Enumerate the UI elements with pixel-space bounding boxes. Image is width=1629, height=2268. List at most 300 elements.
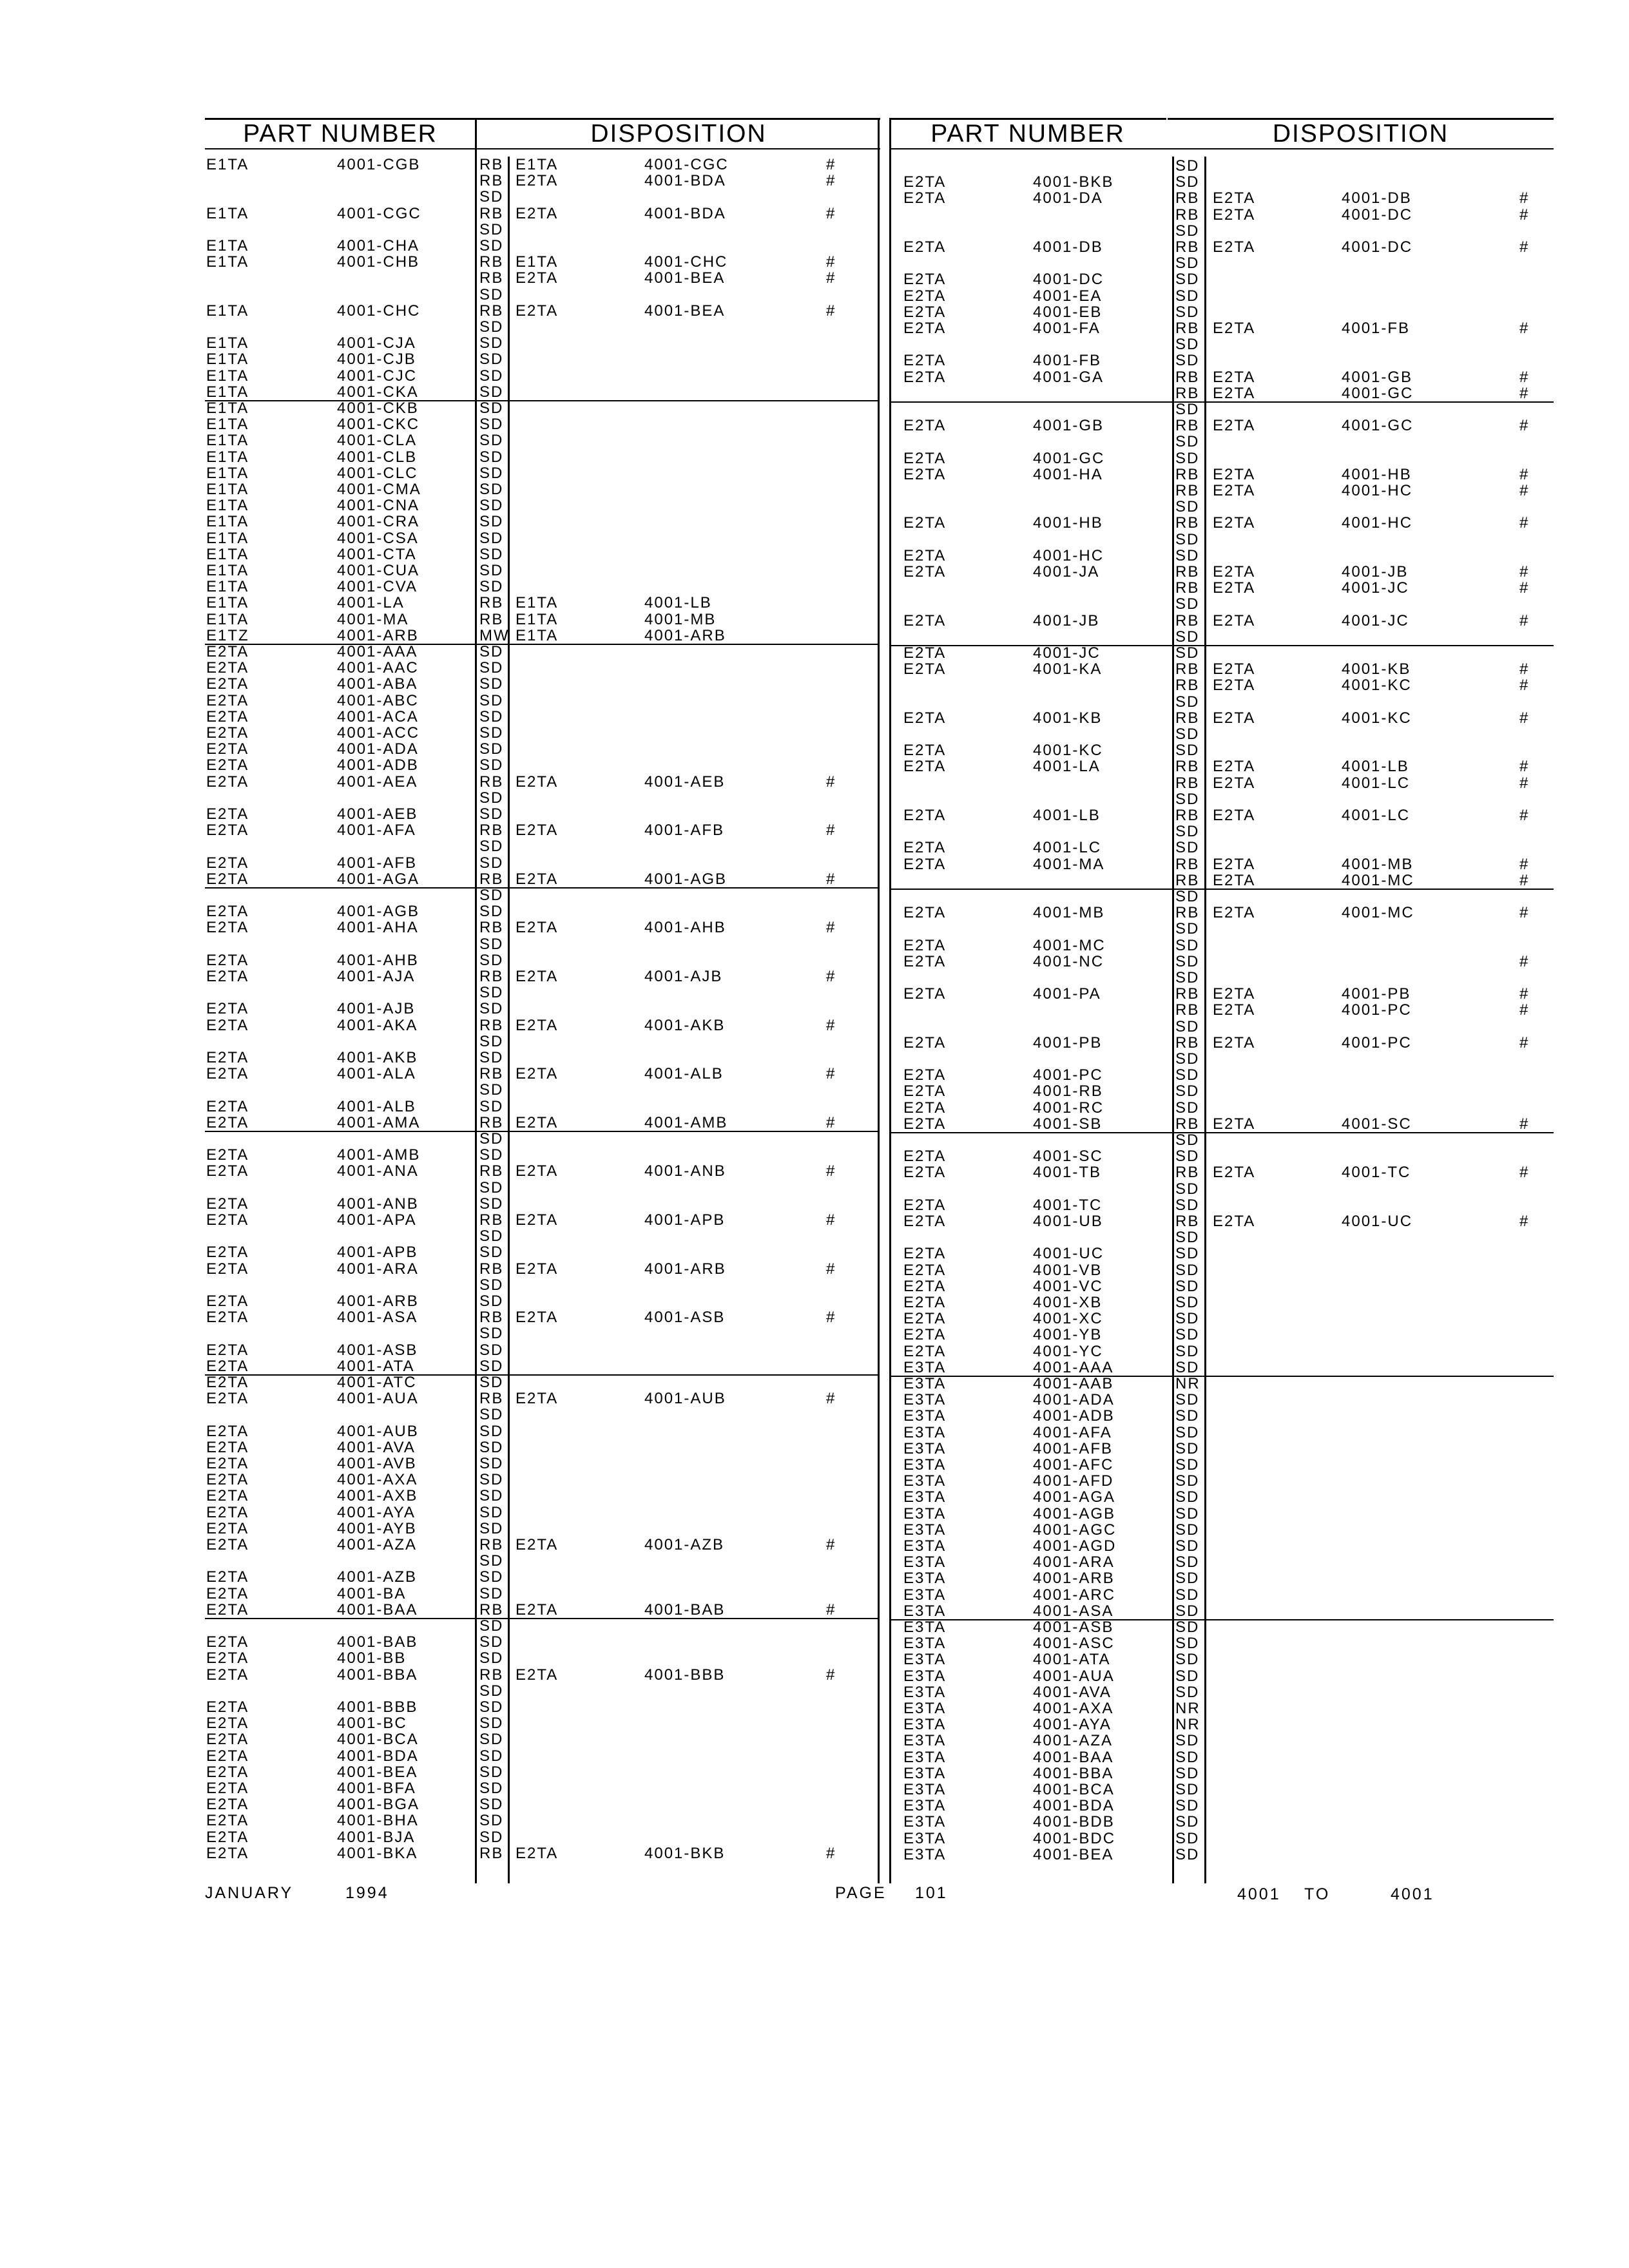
row-code: SD: [479, 1032, 504, 1050]
row-part: 4001-AFA: [337, 822, 416, 840]
row-part: 4001-CVA: [337, 578, 418, 596]
row-part: 4001-AZA: [337, 1536, 418, 1553]
table-row: [205, 319, 879, 335]
row-code: SD: [479, 399, 504, 417]
row-disp-part: 4001-FB: [1342, 320, 1411, 337]
row-disp-part: 4001-AKB: [644, 1016, 726, 1034]
row-disp-part: 4001-AZB: [644, 1536, 725, 1553]
table-row: [205, 1390, 879, 1407]
row-code: SD: [1175, 1439, 1200, 1457]
row-part: 4001-CMA: [337, 481, 421, 498]
row-code: SD: [479, 188, 504, 206]
row-prefix: E3TA: [903, 1537, 947, 1555]
row-code: RB: [1175, 758, 1200, 776]
table-row: [889, 1733, 1554, 1749]
row-part: 4001-LA: [1033, 758, 1101, 776]
table-row: [205, 368, 879, 384]
table-row: [205, 952, 879, 968]
row-code: SD: [1175, 1082, 1200, 1100]
row-flag: #: [826, 1844, 836, 1862]
row-code: SD: [1175, 1504, 1200, 1523]
row-flag: #: [1519, 1033, 1530, 1052]
row-part: 4001-CRA: [337, 513, 420, 531]
row-prefix: E2TA: [903, 1261, 947, 1279]
row-part: 4001-BBA: [1033, 1764, 1114, 1782]
table-row: [205, 1358, 879, 1376]
row-part: 4001-AKA: [337, 1016, 418, 1034]
table-row: [205, 1488, 879, 1504]
table-row: [889, 1765, 1554, 1782]
row-part: 4001-ASA: [1033, 1602, 1114, 1620]
row-part: 4001-EB: [1033, 303, 1103, 321]
row-code: RB: [1175, 1115, 1200, 1133]
row-code: SD: [479, 789, 504, 807]
row-part: 4001-BA: [337, 1584, 407, 1602]
row-flag: #: [826, 870, 836, 888]
row-part: 4001-ATC: [337, 1374, 417, 1391]
row-code: RB: [479, 1016, 504, 1034]
table-row: [205, 400, 879, 416]
row-prefix: E2TA: [903, 1245, 947, 1263]
row-prefix: E2TA: [206, 822, 249, 840]
table-row: [205, 1407, 879, 1423]
row-prefix: E2TA: [206, 1309, 249, 1327]
row-part: 4001-CKA: [337, 383, 419, 401]
table-row: [205, 497, 879, 514]
row-prefix: E2TA: [903, 465, 947, 483]
row-part: 4001-AUB: [337, 1422, 419, 1440]
row-part: 4001-YB: [1033, 1326, 1103, 1344]
table-row: [889, 418, 1554, 434]
table-row: [889, 1782, 1554, 1798]
row-part: 4001-ANB: [337, 1195, 419, 1213]
row-code: SD: [1175, 1342, 1200, 1360]
row-prefix: E1TA: [206, 513, 249, 531]
row-disp-part: 4001-HC: [1342, 482, 1413, 499]
table-row: [205, 1261, 879, 1277]
table-row: [889, 1148, 1554, 1164]
table-row: [205, 1115, 879, 1132]
row-disp-prefix: E2TA: [516, 1113, 559, 1131]
row-disp-prefix: E2TA: [1213, 774, 1256, 792]
row-prefix: E2TA: [206, 1715, 249, 1733]
table-row: [889, 629, 1554, 646]
row-code: SD: [1175, 1407, 1200, 1425]
row-prefix: E2TA: [206, 659, 249, 677]
row-code: SD: [1175, 1148, 1200, 1166]
row-code: MW: [479, 626, 510, 644]
table-row: [205, 1082, 879, 1098]
row-prefix: E2TA: [206, 1049, 249, 1066]
row-part: 4001-BCA: [337, 1731, 419, 1749]
table-row: [205, 530, 879, 546]
row-code: SD: [1175, 1553, 1200, 1571]
table-row: [889, 190, 1554, 206]
row-code: SD: [479, 1178, 504, 1196]
row-part: 4001-HC: [1033, 546, 1104, 564]
table-row: [889, 1229, 1554, 1245]
row-disp-part: 4001-BKB: [644, 1844, 726, 1862]
table-row: [889, 661, 1554, 677]
row-prefix: E2TA: [903, 709, 947, 727]
row-part: 4001-BC: [337, 1715, 407, 1733]
row-prefix: E3TA: [903, 1813, 947, 1831]
row-code: RB: [1175, 611, 1200, 629]
row-part: 4001-CLA: [337, 432, 418, 450]
row-part: 4001-AKB: [337, 1049, 418, 1066]
row-flag: #: [1519, 677, 1530, 695]
table-row: [889, 1083, 1554, 1099]
row-code: SD: [479, 838, 504, 856]
row-code: SD: [1175, 790, 1200, 808]
row-part: 4001-BFA: [337, 1780, 416, 1797]
row-disp-part: 4001-MC: [1342, 871, 1414, 889]
table-row: [889, 288, 1554, 304]
row-part: 4001-DA: [1033, 189, 1103, 207]
row-part: 4001-CLC: [337, 464, 418, 482]
table-row: [889, 1489, 1554, 1505]
row-flag: #: [826, 1260, 836, 1278]
row-code: SD: [479, 1227, 504, 1245]
row-prefix: E2TA: [206, 773, 249, 791]
table-row: [205, 1780, 879, 1796]
row-part: 4001-RB: [1033, 1082, 1103, 1100]
table-row: [205, 741, 879, 757]
table-row: [889, 1019, 1554, 1035]
table-row: [889, 645, 1554, 661]
row-part: 4001-AHA: [337, 919, 419, 937]
row-part: 4001-BAA: [337, 1600, 418, 1619]
table-row: [889, 207, 1554, 223]
row-code: RB: [479, 253, 504, 271]
row-flag: #: [1519, 384, 1530, 402]
row-prefix: E2TA: [903, 855, 947, 873]
row-code: RB: [1175, 417, 1200, 435]
row-part: 4001-XC: [1033, 1310, 1103, 1328]
row-code: SD: [1175, 1294, 1200, 1311]
row-prefix: E2TA: [903, 563, 947, 581]
table-row: [889, 775, 1554, 791]
row-code: SD: [479, 1633, 504, 1651]
table-row: [889, 548, 1554, 564]
row-part: 4001-BAA: [1033, 1748, 1114, 1766]
row-part: 4001-AFA: [1033, 1423, 1112, 1441]
row-part: 4001-BDA: [1033, 1797, 1115, 1815]
row-disp-prefix: E2TA: [1213, 855, 1256, 873]
row-prefix: E3TA: [903, 1764, 947, 1782]
row-disp-prefix: E1TA: [516, 594, 559, 612]
table-row: [889, 336, 1554, 352]
row-code: SD: [1175, 920, 1200, 938]
footer-page-number: 101: [915, 1884, 948, 1902]
row-part: 4001-JA: [1033, 563, 1100, 581]
row-code: SD: [1175, 498, 1200, 516]
row-disp-part: 4001-AHB: [644, 919, 726, 937]
row-part: 4001-ABC: [337, 691, 419, 709]
row-prefix: E2TA: [206, 1828, 249, 1846]
row-code: SD: [1175, 255, 1200, 273]
row-prefix: E2TA: [903, 303, 947, 321]
row-code: SD: [479, 367, 504, 385]
row-code: RB: [1175, 189, 1200, 207]
row-flag: #: [826, 269, 836, 287]
row-disp-part: 4001-ARB: [644, 1260, 726, 1278]
row-prefix: E2TA: [206, 675, 249, 693]
footer-range-to-label: TO: [1304, 1885, 1331, 1903]
row-part: 4001-AXA: [1033, 1700, 1114, 1717]
row-disp-prefix: E1TA: [516, 253, 559, 271]
row-part: 4001-ARC: [1033, 1586, 1116, 1604]
row-code: SD: [479, 1519, 504, 1537]
table-row: [889, 1327, 1554, 1343]
row-code: SD: [1175, 1423, 1200, 1441]
table-row: [205, 1472, 879, 1488]
row-disp-prefix: E1TA: [516, 156, 559, 173]
table-row: [205, 822, 879, 838]
row-disp-prefix: E2TA: [1213, 563, 1256, 581]
row-code: SD: [1175, 1570, 1200, 1588]
row-code: SD: [1175, 969, 1200, 986]
row-code: RB: [479, 1309, 504, 1327]
row-code: RB: [1175, 482, 1200, 499]
row-code: RB: [479, 1162, 504, 1180]
row-code: RB: [479, 822, 504, 840]
table-row: [205, 449, 879, 465]
row-part: 4001-EA: [1033, 287, 1103, 305]
row-disp-prefix: E2TA: [516, 204, 559, 222]
row-code: SD: [1175, 1748, 1200, 1766]
table-row: [205, 416, 879, 432]
table-row: [889, 271, 1554, 287]
table-row: [889, 1506, 1554, 1522]
row-part: 4001-AGD: [1033, 1537, 1117, 1555]
row-disp-part: 4001-GB: [1342, 368, 1413, 386]
row-flag: #: [1519, 368, 1530, 386]
row-part: 4001-BKB: [1033, 173, 1114, 191]
row-disp-prefix: E2TA: [1213, 384, 1256, 402]
row-prefix: E2TA: [903, 839, 947, 857]
row-code: SD: [1175, 1781, 1200, 1798]
row-part: 4001-AHB: [337, 951, 419, 969]
row-part: 4001-JB: [1033, 611, 1100, 629]
table-row: [889, 1343, 1554, 1360]
row-disp-part: 4001-BDA: [644, 172, 726, 190]
row-part: 4001-XB: [1033, 1294, 1103, 1311]
table-row: [205, 1342, 879, 1358]
row-prefix: E2TA: [206, 1195, 249, 1213]
row-code: SD: [479, 1293, 504, 1310]
row-code: RB: [479, 302, 504, 320]
row-part: 4001-AUA: [337, 1390, 419, 1408]
table-row: [205, 1845, 879, 1861]
table-row: [205, 1829, 879, 1845]
row-code: SD: [1175, 1635, 1200, 1653]
row-disp-part: 4001-GC: [1342, 417, 1414, 435]
row-code: SD: [1175, 336, 1200, 354]
row-prefix: E3TA: [903, 1504, 947, 1523]
table-row: [205, 351, 879, 367]
row-prefix: E2TA: [206, 1503, 249, 1521]
row-part: 4001-BKA: [337, 1844, 418, 1862]
row-prefix: E2TA: [903, 173, 947, 191]
row-prefix: E2TA: [903, 449, 947, 467]
footer-range-to: 4001: [1391, 1885, 1434, 1903]
row-part: 4001-ARB: [1033, 1570, 1115, 1588]
row-code: SD: [1175, 1099, 1200, 1117]
row-code: SD: [479, 1406, 504, 1424]
table-row: [205, 1634, 879, 1650]
row-flag: #: [826, 773, 836, 791]
row-prefix: E2TA: [206, 1016, 249, 1034]
row-disp-part: 4001-DB: [1342, 189, 1412, 207]
table-row: [889, 872, 1554, 890]
row-code: RB: [479, 1666, 504, 1684]
row-code: SD: [1175, 952, 1200, 970]
table-row: [205, 611, 879, 628]
row-part: 4001-ALB: [337, 1097, 416, 1115]
row-code: SD: [479, 675, 504, 693]
row-prefix: E2TA: [206, 1357, 249, 1375]
row-flag: #: [826, 1666, 836, 1684]
row-part: 4001-BDC: [1033, 1829, 1116, 1847]
row-code: NR: [1175, 1716, 1200, 1734]
row-prefix: E2TA: [206, 1455, 249, 1472]
row-disp-part: 4001-LC: [1342, 807, 1411, 824]
row-disp-part: 4001-GC: [1342, 384, 1414, 402]
row-disp-part: 4001-JC: [1342, 611, 1409, 629]
table-row: [205, 270, 879, 286]
row-prefix: E2TA: [903, 1099, 947, 1117]
table-row: [205, 595, 879, 611]
table-row: [205, 303, 879, 319]
row-code: RB: [1175, 807, 1200, 824]
row-part: 4001-ANA: [337, 1162, 419, 1180]
table-row: [205, 644, 879, 660]
row-part: 4001-AAB: [1033, 1375, 1114, 1392]
row-prefix: E2TA: [206, 1763, 249, 1781]
row-part: 4001-AGB: [337, 903, 420, 921]
row-disp-prefix: E2TA: [516, 773, 559, 791]
row-disp-part: 4001-ASB: [644, 1309, 726, 1327]
table-row: [889, 1294, 1554, 1311]
row-prefix: E2TA: [206, 1698, 249, 1716]
row-code: SD: [1175, 1813, 1200, 1831]
row-prefix: E2TA: [903, 320, 947, 337]
row-flag: #: [1519, 1213, 1530, 1230]
table-row: [205, 514, 879, 530]
row-prefix: E2TA: [206, 1422, 249, 1440]
row-code: SD: [1175, 823, 1200, 841]
row-flag: #: [1519, 238, 1530, 256]
table-row: [205, 1277, 879, 1293]
row-code: RB: [479, 610, 504, 628]
row-prefix: E3TA: [903, 1553, 947, 1571]
row-prefix: E1TA: [206, 334, 249, 352]
table-row: [889, 1798, 1554, 1814]
row-flag: #: [1519, 855, 1530, 873]
row-prefix: E3TA: [903, 1829, 947, 1847]
row-code: RB: [1175, 1164, 1200, 1182]
row-code: RB: [1175, 238, 1200, 256]
row-prefix: E2TA: [206, 805, 249, 823]
row-part: 4001-AFB: [1033, 1439, 1113, 1457]
table-row: [205, 725, 879, 741]
row-code: SD: [1175, 936, 1200, 954]
row-prefix: E2TA: [206, 1211, 249, 1229]
row-part: 4001-BBB: [337, 1698, 418, 1716]
row-code: SD: [1175, 1326, 1200, 1344]
table-row: [205, 968, 879, 985]
row-part: 4001-NC: [1033, 952, 1104, 970]
row-prefix: E2TA: [206, 1471, 249, 1489]
row-disp-prefix: E2TA: [516, 1260, 559, 1278]
table-row: [205, 936, 879, 952]
row-disp-prefix: E2TA: [516, 870, 559, 888]
row-flag: #: [1519, 611, 1530, 629]
row-part: 4001-AGC: [1033, 1521, 1117, 1539]
row-prefix: E2TA: [206, 1438, 249, 1456]
row-disp-part: 4001-KC: [1342, 709, 1412, 727]
table-row: [205, 1309, 879, 1325]
row-prefix: E1TZ: [206, 626, 249, 644]
row-part: 4001-AYA: [337, 1503, 416, 1521]
row-prefix: E2TA: [206, 903, 249, 921]
row-part: 4001-VB: [1033, 1261, 1103, 1279]
row-flag: #: [1519, 1115, 1530, 1133]
row-prefix: E2TA: [206, 1796, 249, 1814]
row-code: RB: [479, 1844, 504, 1862]
table-row: [205, 1001, 879, 1017]
row-part: 4001-BCA: [1033, 1781, 1115, 1798]
row-code: SD: [479, 1000, 504, 1018]
row-code: SD: [479, 854, 504, 872]
row-part: 4001-AVA: [1033, 1683, 1112, 1701]
row-disp-prefix: E2TA: [516, 1666, 559, 1684]
row-code: SD: [1175, 1732, 1200, 1750]
row-prefix: E3TA: [903, 1602, 947, 1620]
row-code: SD: [479, 529, 504, 547]
row-code: SD: [1175, 1391, 1200, 1409]
row-part: 4001-AEA: [337, 773, 418, 791]
row-part: 4001-KA: [1033, 660, 1103, 678]
row-prefix: E3TA: [903, 1488, 947, 1506]
row-code: SD: [479, 1780, 504, 1797]
row-code: RB: [1175, 709, 1200, 727]
row-prefix: E2TA: [206, 1568, 249, 1586]
row-code: SD: [1175, 1358, 1200, 1376]
row-part: 4001-MC: [1033, 936, 1106, 954]
row-disp-part: 4001-ANB: [644, 1162, 726, 1180]
table-row: [205, 1017, 879, 1033]
table-row: [889, 742, 1554, 758]
row-prefix: E2TA: [206, 756, 249, 774]
table-row: [205, 335, 879, 351]
row-prefix: E2TA: [206, 1244, 249, 1262]
row-prefix: E2TA: [903, 904, 947, 922]
row-part: 4001-AGB: [1033, 1504, 1116, 1523]
row-disp-part: 4001-CGC: [644, 156, 729, 173]
row-code: SD: [479, 805, 504, 823]
row-part: 4001-CNA: [337, 497, 420, 515]
table-row: [889, 466, 1554, 483]
row-prefix: E1TA: [206, 497, 249, 515]
row-part: 4001-TB: [1033, 1164, 1102, 1182]
table-row: [889, 807, 1554, 823]
row-disp-part: 4001-PC: [1342, 1033, 1412, 1052]
row-code: RB: [1175, 514, 1200, 532]
row-code: SD: [479, 1503, 504, 1521]
table-row: [205, 1553, 879, 1569]
